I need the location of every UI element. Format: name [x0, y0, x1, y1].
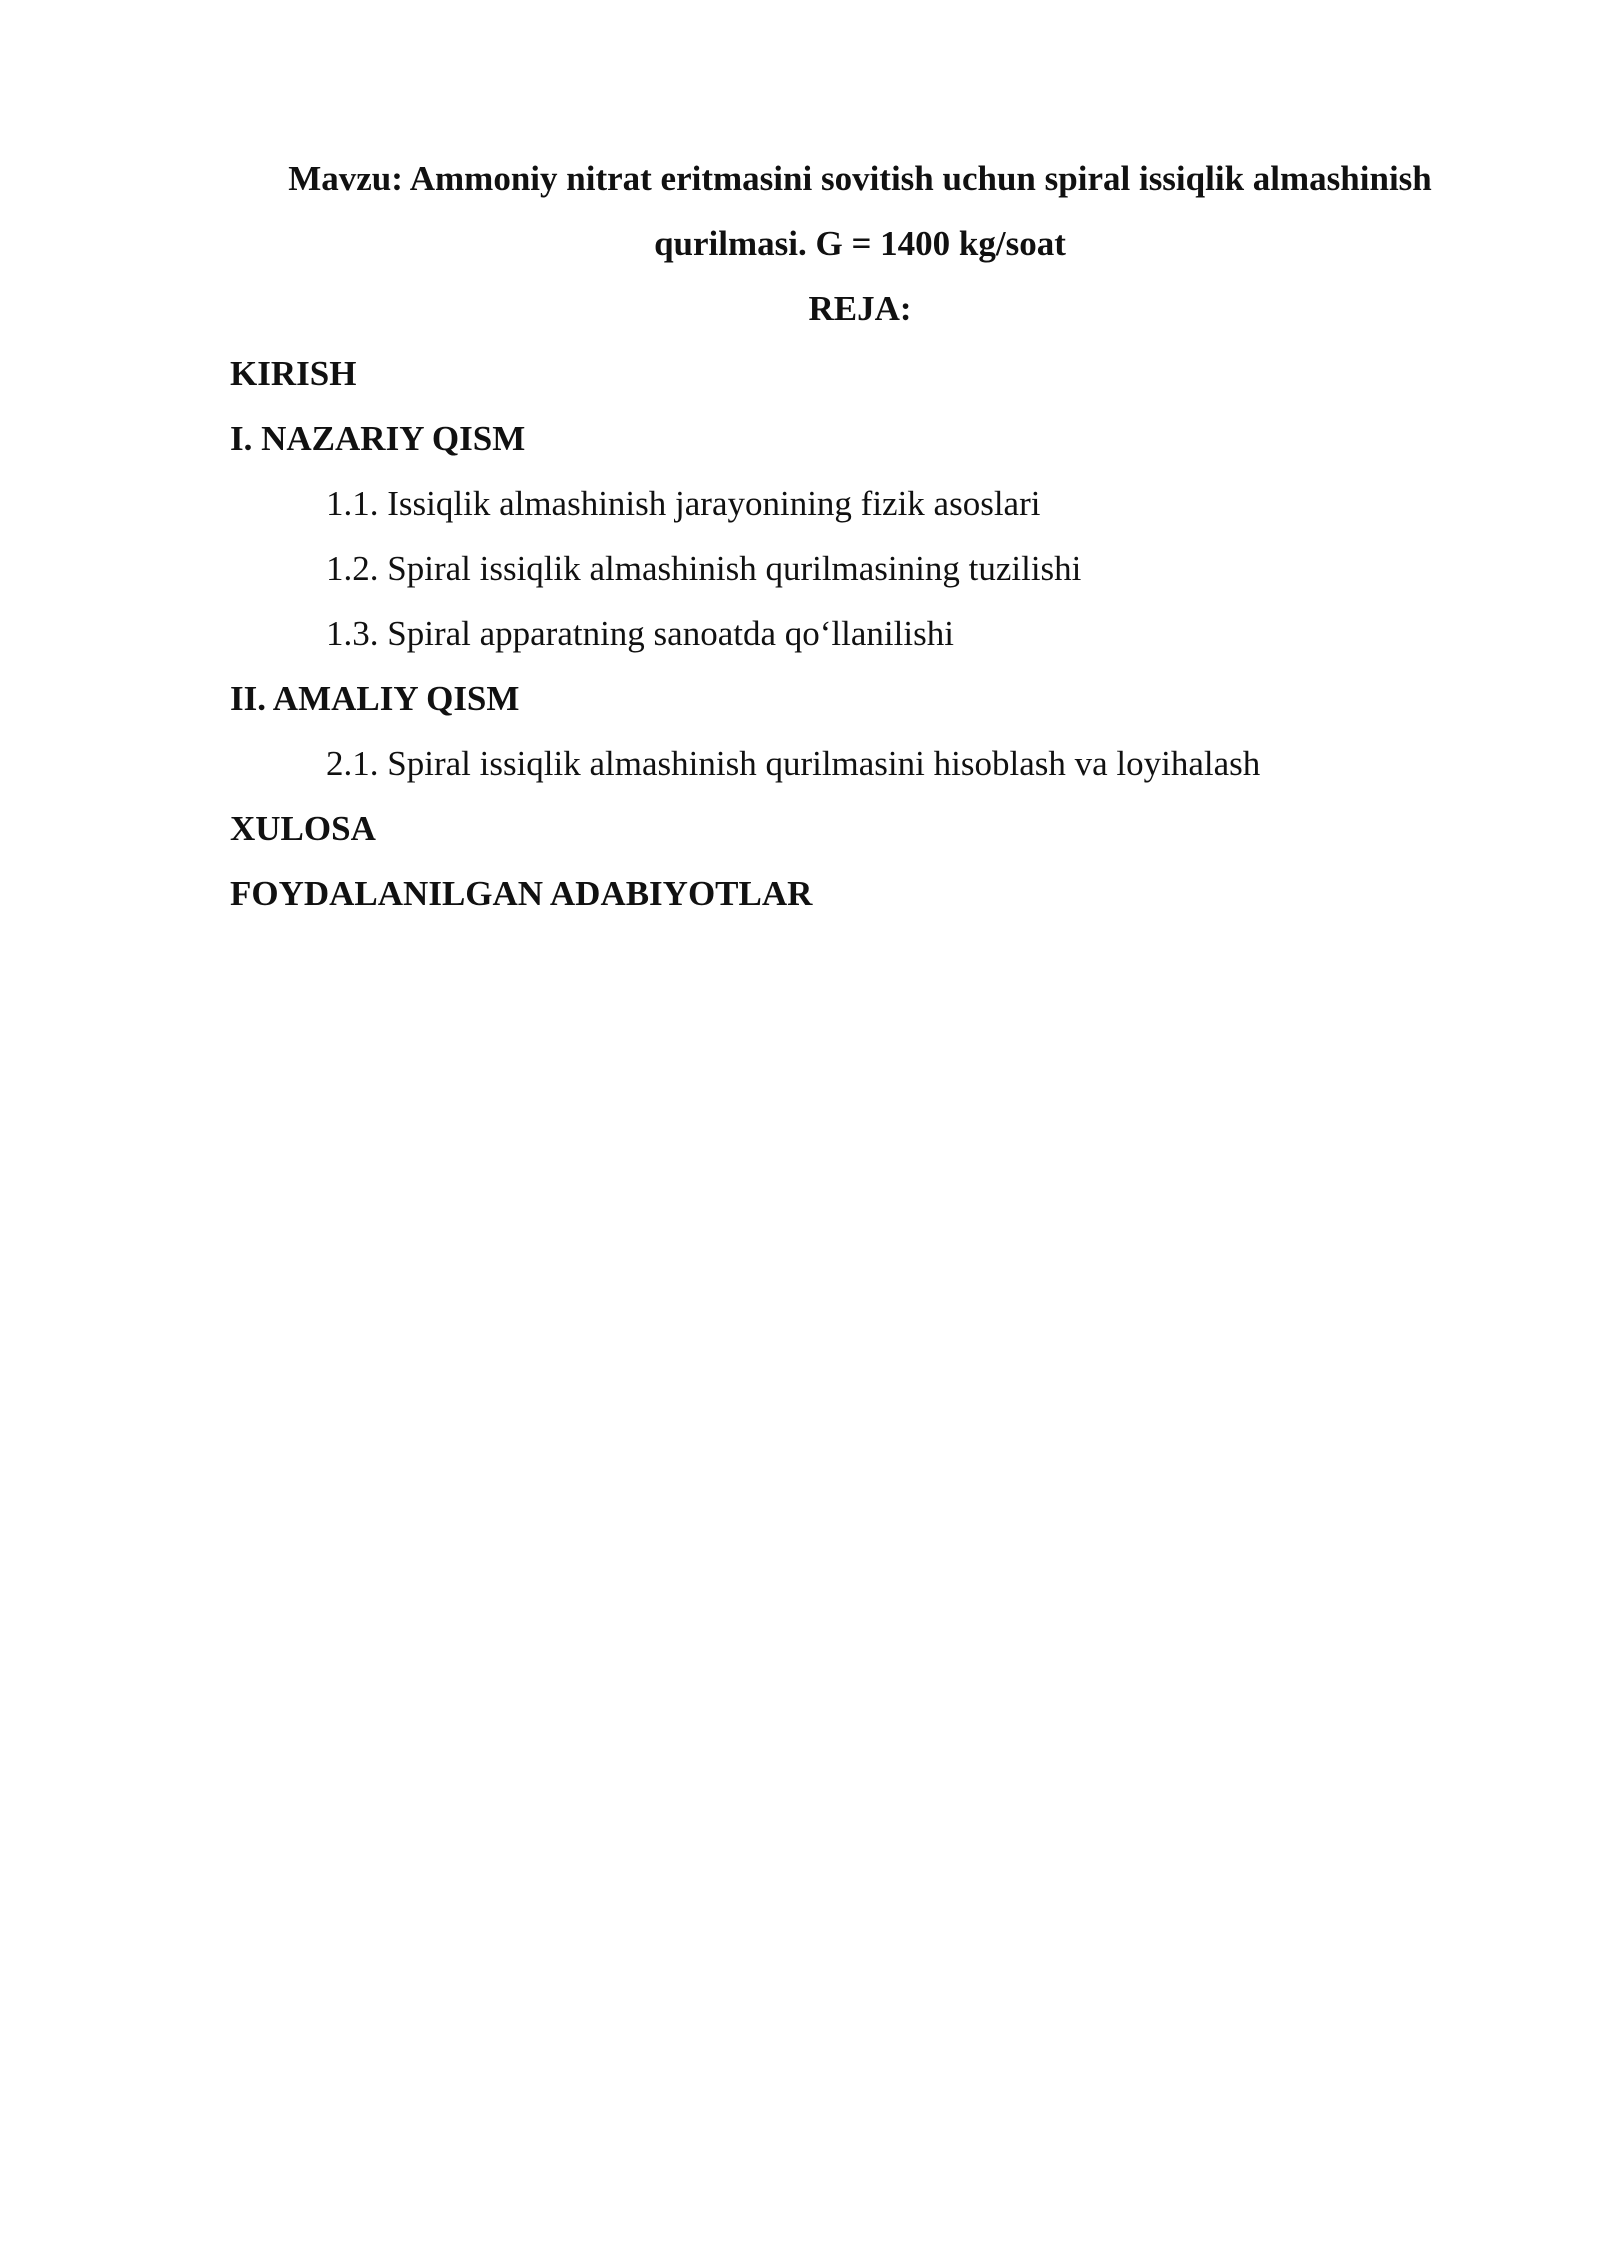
outline-intro: KIRISH: [230, 354, 357, 393]
outline-item-1-3: 1.3. Spiral apparatning sanoatda qo‘llanilishi: [326, 614, 954, 653]
outline-item-2-1: 2.1. Spiral issiqlik almashinish qurilmasini hisoblash va loyihalash: [326, 744, 1261, 783]
outline-part-2: II. AMALIY QISM: [230, 679, 520, 718]
outline-item-1-2: 1.2. Spiral issiqlik almashinish qurilmasining tuzilishi: [326, 549, 1082, 588]
title-block: [230, 146, 1490, 341]
outline-references: FOYDALANILGAN ADABIYOTLAR: [230, 874, 813, 913]
outline-part-1: I. NAZARIY QISM: [230, 419, 526, 458]
plan-heading: REJA:: [808, 289, 912, 328]
outline-item-1-1: 1.1. Issiqlik almashinish jarayonining fizik asoslari: [326, 484, 1041, 523]
topic-title-line-1: Mavzu: Ammoniy nitrat eritmasini sovitish uchun spiral issiqlik almashinish: [288, 159, 1432, 198]
topic-title-line-2: qurilmasi. G = 1400 kg/soat: [654, 224, 1066, 263]
outline-conclusion: XULOSA: [230, 809, 376, 848]
plan-outline: [230, 341, 1490, 926]
